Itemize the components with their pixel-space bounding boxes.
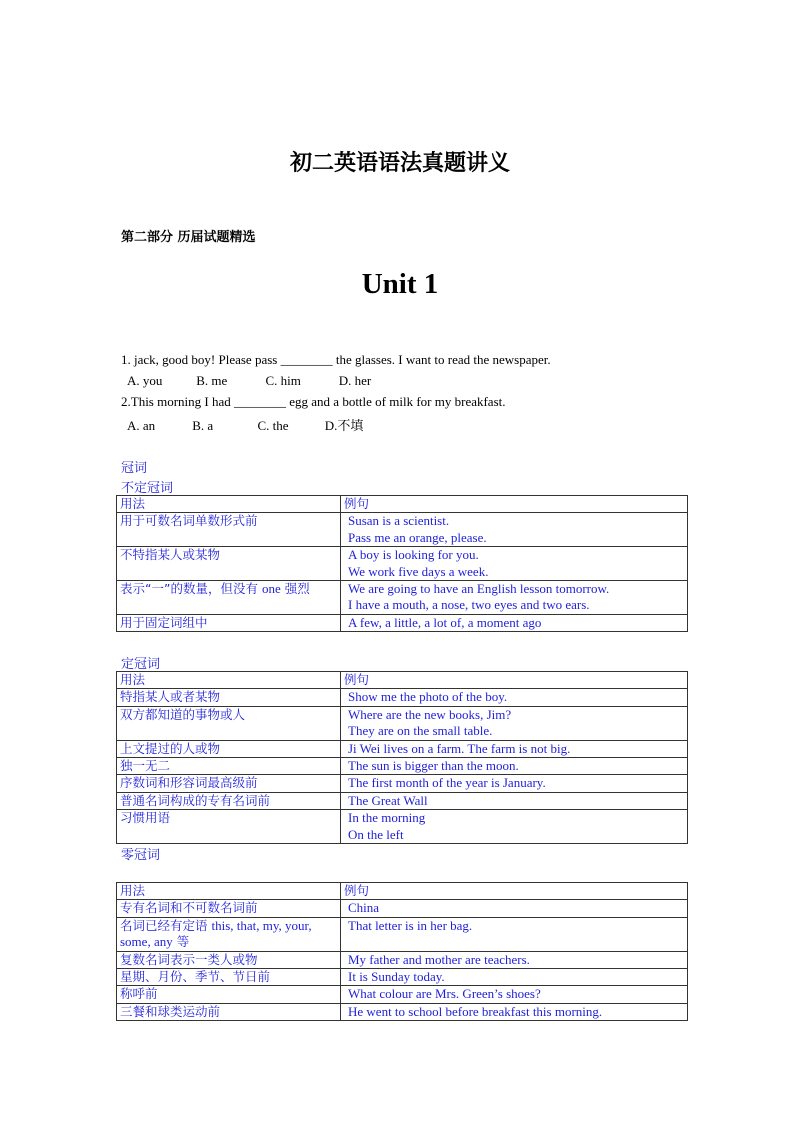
- table-header-row: [117, 883, 688, 900]
- example-cell: [341, 706, 688, 740]
- example-cell: [341, 614, 688, 631]
- table-row: [117, 513, 688, 547]
- table-row: [117, 614, 688, 631]
- example-line: It is Sunday today.: [348, 969, 445, 985]
- zero-article-table: [116, 882, 688, 1021]
- table-row: [117, 547, 688, 581]
- example-cell: [341, 775, 688, 792]
- example-cell: [341, 581, 688, 615]
- question-1-text: 1. jack, good boy! Please pass ________ the glasses. I want to read the newspaper.: [121, 352, 551, 367]
- usage-cell: 称呼前: [117, 986, 341, 1003]
- option-d: D. her: [338, 373, 372, 388]
- usage-cell: 复数名词表示一类人或物: [117, 951, 341, 968]
- example-line: The sun is bigger than the moon.: [348, 758, 519, 774]
- table-row: [117, 775, 688, 792]
- option-a: A. you: [127, 373, 163, 388]
- example-cell: [341, 740, 688, 757]
- option-b: B. a: [192, 418, 214, 433]
- usage-cell: 双方都知道的事物或人: [117, 706, 341, 740]
- table-row: [117, 1003, 688, 1020]
- usage-cell: 上文提过的人或物: [117, 740, 341, 757]
- example-line: A few, a little, a lot of, a moment ago: [348, 614, 542, 630]
- table-row: [117, 740, 688, 757]
- usage-cell: 星期、月份、季节、节日前: [117, 969, 341, 986]
- example-line: Where are the new books, Jim?: [348, 706, 512, 722]
- usage-cell: 用于可数名词单数形式前: [117, 513, 341, 547]
- usage-cell: [117, 581, 341, 615]
- table-row: [117, 581, 688, 615]
- option-c: C. the: [257, 418, 289, 433]
- usage-line: [120, 918, 337, 934]
- example-cell: [341, 969, 688, 986]
- example-cell: [341, 1003, 688, 1020]
- articles-heading: 冠词: [121, 461, 148, 476]
- example-cell: [341, 758, 688, 775]
- example-cell: [341, 689, 688, 706]
- table-row: [117, 969, 688, 986]
- option-a: A. an: [127, 418, 156, 433]
- example-line: They are on the small table.: [348, 723, 493, 739]
- example-line: Susan is a scientist.: [348, 513, 450, 529]
- example-line: We work five days a week.: [348, 563, 489, 579]
- usage-text: 强烈: [280, 581, 310, 597]
- example-line: The Great Wall: [348, 792, 428, 808]
- definite-label: 定冠词: [121, 657, 161, 672]
- example-cell: [341, 900, 688, 917]
- table-row: [117, 758, 688, 775]
- table-row: [117, 689, 688, 706]
- example-line: Ji Wei lives on a farm. The farm is not big.: [348, 740, 571, 756]
- example-cell: [341, 810, 688, 844]
- example-line: He went to school before breakfast this morning.: [348, 1003, 603, 1019]
- usage-text: 名词已经有定语: [120, 917, 212, 933]
- header-usage: 用法: [117, 672, 341, 689]
- usage-text: 等: [172, 934, 190, 950]
- usage-cell: 用于固定词组中: [117, 614, 341, 631]
- usage-cell: 普通名词构成的专有名词前: [117, 792, 341, 809]
- zero-article-label: 零冠词: [121, 848, 161, 863]
- option-c: C. him: [265, 373, 301, 388]
- usage-cell: 特指某人或者某物: [117, 689, 341, 706]
- header-example: 例句: [341, 883, 688, 900]
- question-1-options: [127, 373, 371, 389]
- indefinite-article-table: [116, 495, 688, 632]
- option-b: B. me: [196, 373, 228, 388]
- usage-cell: [117, 917, 341, 951]
- table-row: [117, 917, 688, 951]
- example-cell: [341, 951, 688, 968]
- usage-cell: 序数词和形容词最高级前: [117, 775, 341, 792]
- usage-text-en: some, any: [120, 934, 173, 950]
- usage-text: 表示“一”的数量，但没有: [120, 581, 262, 597]
- question-2-text: 2.This morning I had ________ egg and a bottle of milk for my breakfast.: [121, 394, 506, 409]
- indefinite-label: 不定冠词: [121, 481, 174, 496]
- question-2-options: [127, 415, 363, 434]
- usage-line: [120, 934, 337, 950]
- usage-text-en: one: [261, 581, 281, 597]
- table-header-row: [117, 672, 688, 689]
- table-row: [117, 792, 688, 809]
- option-d: D.不填: [324, 418, 364, 433]
- table-header-row: [117, 496, 688, 513]
- example-line: In the morning: [348, 810, 426, 826]
- usage-cell: 专有名词和不可数名词前: [117, 900, 341, 917]
- example-line: Show me the photo of the boy.: [348, 689, 508, 705]
- page-title: 初二英语语法真题讲义: [289, 151, 510, 176]
- example-line: On the left: [348, 826, 404, 842]
- example-cell: [341, 986, 688, 1003]
- example-line: My father and mother are teachers.: [348, 951, 530, 967]
- example-cell: [341, 917, 688, 951]
- example-line: A boy is looking for you.: [348, 547, 479, 563]
- example-line: The first month of the year is January.: [348, 775, 546, 791]
- definite-article-table: [116, 671, 688, 844]
- example-cell: [341, 547, 688, 581]
- example-cell: [341, 792, 688, 809]
- usage-cell: 三餐和球类运动前: [117, 1003, 341, 1020]
- header-usage: 用法: [117, 496, 341, 513]
- unit-title: Unit 1: [361, 268, 439, 300]
- example-line: Pass me an orange, please.: [348, 529, 487, 545]
- example-cell: [341, 513, 688, 547]
- header-usage: 用法: [117, 883, 341, 900]
- example-line: China: [348, 900, 380, 916]
- example-line: That letter is in her bag.: [348, 917, 473, 933]
- table-row: [117, 810, 688, 844]
- table-row: [117, 986, 688, 1003]
- example-line: What colour are Mrs. Green’s shoes?: [348, 986, 541, 1002]
- table-row: [117, 951, 688, 968]
- usage-text-en: this, that, my, your,: [211, 917, 312, 933]
- example-line: I have a mouth, a nose, two eyes and two ears.: [348, 597, 590, 613]
- section-heading: 第二部分 历届试题精选: [121, 230, 256, 245]
- table-row: [117, 706, 688, 740]
- table-row: [117, 900, 688, 917]
- usage-cell: 习惯用语: [117, 810, 341, 844]
- example-line: We are going to have an English lesson tomorrow.: [348, 581, 610, 597]
- header-example: 例句: [341, 496, 688, 513]
- usage-cell: 不特指某人或某物: [117, 547, 341, 581]
- usage-cell: 独一无二: [117, 758, 341, 775]
- header-example: 例句: [341, 672, 688, 689]
